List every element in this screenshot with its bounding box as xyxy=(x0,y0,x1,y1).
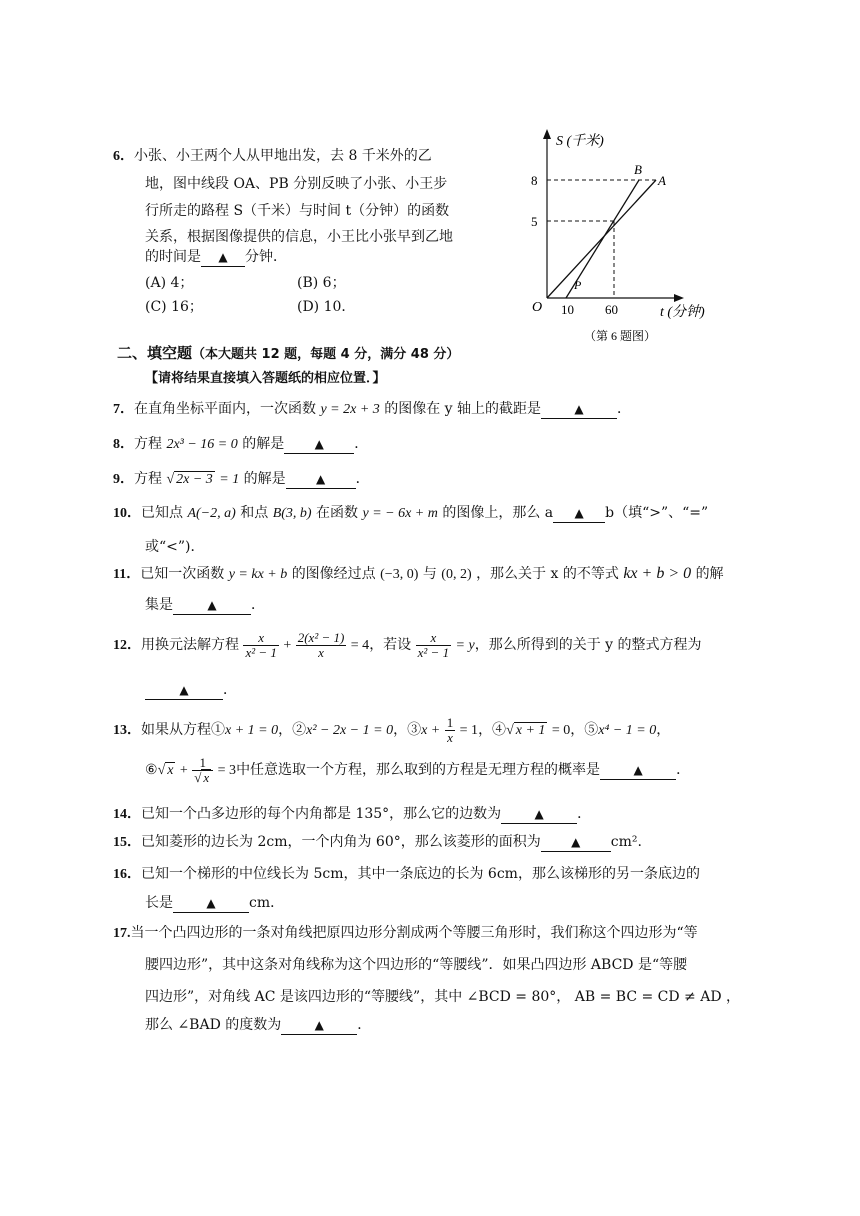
q11-text-c: 与 xyxy=(422,566,437,582)
q16-text-2: 长是 xyxy=(145,895,173,911)
q12-f1-numerator: x xyxy=(243,631,278,646)
blank-triangle-icon: ▲ xyxy=(571,835,581,849)
q13-fraction-3 xyxy=(445,716,456,745)
q13-fraction-6 xyxy=(192,756,213,785)
sqrt-icon: √ xyxy=(194,769,202,785)
q11-point-1: (−3, 0) xyxy=(380,567,419,582)
q13-e3-numerator: 1 xyxy=(446,714,454,730)
q16-answer-blank[interactable] xyxy=(173,894,249,913)
q13-sep-6: ， xyxy=(656,722,671,738)
q10-text-e: b（填“>”、“=” xyxy=(605,505,709,521)
q14-text: 已知一个凸多边形的每个内角都是 135°，那么它的边数为 xyxy=(141,806,502,822)
q8-equation: 2x³ − 16 = 0 xyxy=(166,437,238,452)
blank-triangle-icon: ▲ xyxy=(574,402,584,416)
q17-text-1: 当一个凸四边形的一条对角线把原四边形分割成两个等腰三角形时，我们称这个四边形为“等 xyxy=(130,925,698,941)
q13-eq-1: x + 1 = 0 xyxy=(225,723,279,738)
blank-triangle-icon: ▲ xyxy=(206,896,216,910)
q10-line-1 xyxy=(113,503,708,524)
q17-line-3: 四边形”，对角线 AC 是该四边形的“等腰线”，其中 ∠BCD = 80°， AB = BC = CD ≠ AD ， xyxy=(145,989,741,1005)
q14 xyxy=(113,804,591,825)
q7-text-mid: 的图像在 y 轴上的截距是 xyxy=(384,401,542,417)
sqrt-icon: √ xyxy=(166,472,175,487)
q8-text-end: ． xyxy=(354,436,369,452)
q11-text-d: ，那么关于 x 的不等式 xyxy=(476,566,619,582)
q17-number: 17. xyxy=(113,926,131,941)
tick-x10: 10 xyxy=(561,302,574,317)
q13-answer-blank[interactable] xyxy=(600,761,676,780)
blank-triangle-icon: ▲ xyxy=(207,598,217,612)
q6-text-1: 小张、小王两个人从甲地出发，去 8 千米外的乙 xyxy=(134,148,432,164)
q13-e4-radicand: x + 1 xyxy=(515,723,546,738)
q13-sep-5: ，⑤ xyxy=(570,722,599,738)
q11-text-e: 的解 xyxy=(695,566,724,582)
q17-line-2: 腰四边形”，其中这条对角线称为这个四边形的“等腰线”．如果凸四边形 ABCD 是“等腰 xyxy=(145,957,688,973)
blank-triangle-icon: ▲ xyxy=(633,763,643,777)
q16-text-1: 已知一个梯形的中位线长为 5cm，其中一条底边的长为 6cm，那么该梯形的另一条底边的 xyxy=(141,866,700,882)
q10-text-c: 在函数 xyxy=(316,505,359,521)
q12-plus: + xyxy=(283,638,292,653)
q12-eqy: = y xyxy=(455,638,475,653)
q13-text-circle6: ⑥ xyxy=(145,762,158,778)
q9-answer-blank[interactable] xyxy=(286,470,356,489)
tick-x60: 60 xyxy=(605,302,618,317)
q13-sep-4: ，④ xyxy=(478,722,507,738)
q11-text-end: ． xyxy=(251,597,265,613)
q13-text-b: 中任意选取一个方程，那么取到的方程是无理方程的概率是 xyxy=(236,762,601,778)
q10-text-b: 和点 xyxy=(240,505,269,521)
x-axis-arrow-icon xyxy=(674,294,684,302)
q12-fraction-2 xyxy=(296,631,347,660)
q12-answer-blank[interactable] xyxy=(145,681,223,700)
point-A-label: A xyxy=(658,173,666,188)
q17-text-4: 那么 ∠BAD 的度数为 xyxy=(145,1017,282,1033)
blank-triangle-icon: ▲ xyxy=(218,250,228,264)
q10-point-b: B(3, b) xyxy=(272,506,312,521)
y-axis-label: S (千米) xyxy=(556,134,604,149)
q6-option-a: (A) 4； xyxy=(145,275,194,291)
q12-number: 12． xyxy=(113,638,141,653)
q13-eq-6b: = 3 xyxy=(217,763,237,778)
q7-answer-blank[interactable] xyxy=(541,400,617,419)
q7-text-end: ． xyxy=(617,401,632,417)
q9-equation-rhs: = 1 xyxy=(219,472,240,487)
q11-point-2: (0, 2) xyxy=(441,567,472,582)
q7 xyxy=(113,399,631,420)
q12-f2-denominator: x xyxy=(318,644,324,660)
q13-number: 13． xyxy=(113,723,141,738)
q6-option-d: (D) 10． xyxy=(297,299,356,315)
q15-answer-blank[interactable] xyxy=(541,833,611,852)
blank-triangle-icon: ▲ xyxy=(574,506,584,520)
q12-fraction-1 xyxy=(243,631,278,660)
q16-line-2 xyxy=(145,893,284,913)
q9 xyxy=(113,469,370,490)
q6-graph xyxy=(520,125,720,350)
q10-line-2: 或“<”)． xyxy=(145,539,205,555)
q11-line-1 xyxy=(113,564,724,585)
q8-answer-blank[interactable] xyxy=(284,435,354,454)
q16-line-1 xyxy=(113,864,700,885)
q6-line-2: 地，图中线段 OA、PB 分别反映了小张、小王步 xyxy=(145,176,448,192)
q15-text-end: cm². xyxy=(610,834,642,850)
q6-option-c: (C) 16； xyxy=(145,299,203,315)
q15-number: 15． xyxy=(113,835,141,850)
q13-sep-3: ，③ xyxy=(393,722,422,738)
q11-text-b: 的图像经过点 xyxy=(291,566,376,582)
q12-text-end: ． xyxy=(223,682,237,698)
q7-text-pre: 在直角坐标平面内，一次函数 xyxy=(134,401,316,417)
q12-fraction-3 xyxy=(416,631,451,660)
q13-eq-3a: x + xyxy=(421,723,441,738)
q11-inequality: kx + b > 0 xyxy=(623,565,692,582)
q6-option-b: (B) 6； xyxy=(297,275,346,291)
sqrt-icon: √ xyxy=(157,763,166,778)
q6-number: 6． xyxy=(113,149,134,164)
q17-text-end: ． xyxy=(357,1017,372,1033)
q8-text-mid: 的解是 xyxy=(242,436,285,452)
q13-e6-radicand: x xyxy=(167,763,174,778)
q12-f2-numerator: 2(x² − 1) xyxy=(297,629,345,645)
q13-e6-denominator: x xyxy=(203,769,210,785)
q12-line-1 xyxy=(113,628,702,663)
q9-text-mid: 的解是 xyxy=(243,471,286,487)
q8-text-pre: 方程 xyxy=(134,436,162,452)
q11-line-2 xyxy=(145,595,265,615)
q13-eq-5: x⁴ − 1 = 0 xyxy=(598,723,657,738)
tick-y5: 5 xyxy=(531,214,538,229)
q13-line-1 xyxy=(113,713,670,748)
q10-point-a: A(−2, a) xyxy=(187,506,236,521)
q13-text-end: ． xyxy=(676,762,691,778)
q12-text-mid: ，若设 xyxy=(369,637,412,653)
q11-text-f: 集是 xyxy=(145,597,173,613)
section2-title: 二、填空题 xyxy=(117,344,193,362)
q10-text-d: 的图像上，那么 a xyxy=(442,505,554,521)
q8-number: 8． xyxy=(113,437,134,452)
q6-text-5: 的时间是 xyxy=(145,249,201,265)
q12-f3-numerator: x xyxy=(416,631,451,646)
q10-equation: y = − 6x + m xyxy=(362,506,438,521)
q10-text-a: 已知点 xyxy=(141,505,183,521)
q6-line-5 xyxy=(145,247,287,267)
q6-answer-blank[interactable] xyxy=(201,248,245,267)
q13-e6-plus: + xyxy=(179,763,188,778)
section2-note: （本大题共 12 题，每题 4 分，满分 48 分） xyxy=(192,347,460,362)
q11-number: 11． xyxy=(113,567,141,582)
blank-triangle-icon: ▲ xyxy=(316,472,326,486)
q14-answer-blank[interactable] xyxy=(501,805,577,824)
q15-text: 已知菱形的边长为 2cm，一个内角为 60°，那么该菱形的面积为 xyxy=(141,834,541,850)
q12-line-2 xyxy=(145,680,237,700)
q13-sep-2: ，② xyxy=(278,722,307,738)
q13-e3-denominator: x xyxy=(447,729,453,745)
q13-e6-numerator: 1 xyxy=(192,756,213,771)
q9-text-end: ． xyxy=(355,471,370,487)
q6-line-3: 行所走的路程 S（千米）与时间 t（分钟）的函数 xyxy=(145,203,450,219)
tick-y8: 8 xyxy=(531,173,538,188)
q12-eq4: = 4 xyxy=(350,638,370,653)
q17-line-4 xyxy=(145,1015,371,1035)
q6-line-1 xyxy=(113,146,432,167)
q13-eq-2: x² − 2x − 1 = 0 xyxy=(306,723,394,738)
q12-text-post: ，那么所得到的关于 y 的整式方程为 xyxy=(474,637,702,653)
q10-answer-blank[interactable] xyxy=(553,504,605,523)
q14-text-end: ． xyxy=(577,806,592,822)
y-axis-arrow-icon xyxy=(543,129,551,139)
blank-triangle-icon: ▲ xyxy=(314,437,324,451)
figure-caption: （第 6 题图） xyxy=(584,329,657,343)
q13-text-a: 如果从方程① xyxy=(141,722,225,738)
segment-OA xyxy=(547,180,656,298)
blank-triangle-icon: ▲ xyxy=(179,683,189,697)
q16-number: 16． xyxy=(113,867,141,882)
point-P-label: P xyxy=(574,278,582,292)
q13-eq-3b: = 1 xyxy=(459,723,479,738)
sqrt-icon: √ xyxy=(506,723,514,738)
q12-text-pre: 用换元法解方程 xyxy=(141,637,239,653)
q7-equation: y = 2x + 3 xyxy=(320,402,380,417)
q11-equation: y = kx + b xyxy=(228,567,288,582)
q14-number: 14． xyxy=(113,807,141,822)
q17-answer-blank[interactable] xyxy=(281,1016,357,1035)
q12-f3-denominator: x² − 1 xyxy=(417,644,450,660)
q13-line-2 xyxy=(145,752,690,789)
blank-triangle-icon: ▲ xyxy=(534,807,544,821)
q17-line-1 xyxy=(113,923,698,944)
q12-f1-denominator: x² − 1 xyxy=(245,644,277,660)
q16-text-end: cm． xyxy=(249,895,285,911)
q9-radicand: 2x − 3 xyxy=(176,472,213,487)
blank-triangle-icon: ▲ xyxy=(314,1018,324,1032)
q8 xyxy=(113,434,368,455)
q13-eq-4b: = 0 xyxy=(551,723,571,738)
q11-text-a: 已知一次函数 xyxy=(140,566,225,582)
section2-header xyxy=(117,343,459,365)
q6-line-4: 关系，根据图像提供的信息，小王比小张早到乙地 xyxy=(145,229,453,245)
section2-instruction: 【请将结果直接填入答题纸的相应位置．】 xyxy=(145,371,386,386)
q11-answer-blank[interactable] xyxy=(173,596,251,615)
origin-label: O xyxy=(532,300,543,315)
x-axis-label: t (分钟) xyxy=(660,305,705,320)
q6-text-6: 分钟． xyxy=(245,249,287,265)
q9-text-pre: 方程 xyxy=(134,471,162,487)
q15 xyxy=(113,832,642,853)
point-B-label: B xyxy=(634,162,642,177)
q10-number: 10． xyxy=(113,506,141,521)
q7-number: 7． xyxy=(113,402,134,417)
q9-number: 9． xyxy=(113,472,134,487)
